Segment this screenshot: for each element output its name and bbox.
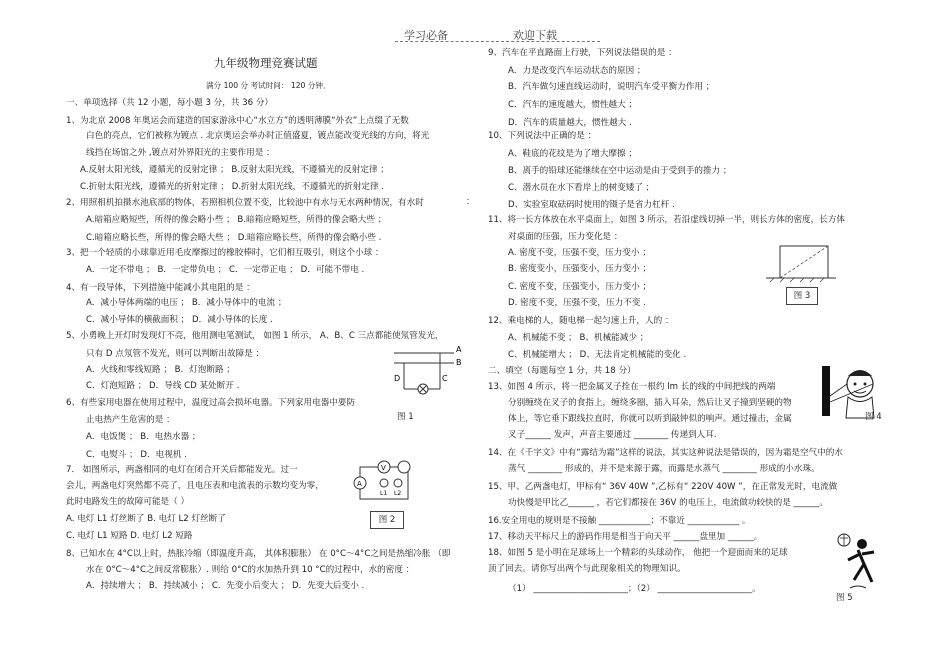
right-column-line: D. 密度不变，压强不变，压力不变 . [508,298,646,308]
left-column-line: 线挡在场馆之外 ,镀点对外界阳光的主要作用是 ： [86,148,275,158]
right-column-line: 体上，等它垂下跟线拉直时，你就可以听到敲钟似的响声。通过撞击，金属 [508,414,792,424]
left-column-line: C．灯泡短路 ； D．导线 CD 某处断开 . [86,381,240,391]
left-column-line: 水在 0°C～4°C之间反常膨胀）. 则给 0°C的水加热升到 10 °C的过程中，水的密度 ： [86,565,415,575]
right-column-line: C、机械能增大 ； D、无法肯定机械能的变化 . [508,350,687,360]
figure-2-circuit [352,455,418,505]
figure-5-header-illustration [834,530,882,592]
fig2-label-l2: L2 [394,490,402,497]
figure-2-caption-box [370,511,404,529]
right-column-line: A、鞋底的花纹是为了增大摩擦 ； [508,149,637,159]
right-column-line: 16.安全用电的规则是不接触 ____________；不靠近 ____________ 。 [488,516,751,526]
left-column-line: A．减小导体两端的电压 ； B．减小导体中的电流 ； [86,298,287,308]
left-column-line: 8、已知水在 4°C以上时，热胀冷缩（即温度升高， 其体积膨胀） 在 0°C～4°C之间是热缩冷胀 （即 [66,549,451,559]
left-column-line: 白色的亮点，它们被称为镀点 . 北京奥运会举办时正值盛夏，镀点能改变光线的方向，将光 [86,131,430,141]
right-column-line: 15、甲、乙两盏电灯，甲标有“ 36V 40W ”,乙标有“ 220V 40W ”，在正常发光时，电流做 [488,482,838,492]
right-column-line: A. 密度不变，压强不变，压力变小 ； [508,248,651,258]
left-column-line: A．一定不带电 ； B．一定带负电 ； C．一定带正电 ； D．可能不带电 . [86,265,365,275]
left-column-line: A．电饭煲 ； B．电热水器 ； [86,432,201,442]
right-column-line: 18、如图 5 是小明在足球场上一个精彩的头球动作， 他把一个迎面而来的足球 [488,548,788,558]
header-divider [395,41,600,42]
exam-title: 九年级物理竞赛试题 [214,56,318,70]
right-column-line: 叉子______ 发声，声音主要通过 ________ 传递到人耳. [508,430,717,440]
exam-subtitle: 满分 100 分 考试时间： 120 分钟． [206,81,331,90]
left-column-line: C.折射太阳光线，遵循光的折射定律 ； D.折射太阳光线，不遵循光的折射定律 . [80,182,385,192]
right-column-line: B. 密度变小，压强变小，压力变小 ； [508,264,651,274]
left-column-line: 1、为北京 2008 年奥运会而建造的国家游泳中心“水立方”的透明薄膜“外衣”上点缀了无数 [66,116,409,126]
right-column-line: B、离手的铅球还能继续在空中运动是由于受到手的推力 ； [508,166,732,176]
figure-2-caption: 图 2 [378,515,396,525]
left-column-line: 此时电路发生的故障可能是（ ） [66,497,190,507]
left-column-line: 7． 如图所示，两盏相同的电灯在闭合开关后都能发光。过一 [66,465,298,475]
left-column-line: 5、小勇晚上开灯时发现灯不亮，他用测电笔测试， 如图 1 所示， A、B、C 三点都能使氖管发光， [66,331,444,341]
figure-1-caption: 图 1 [397,412,414,422]
left-column-line: 只有 D 点氖管不发光，则可以判断出故障是 ： [86,349,265,359]
figure-1-circuit [390,341,470,409]
fig1-label-a: A [456,345,462,354]
right-column-line: 顶了回去。请你写出两个与此现象相关的物理知识。 [488,564,686,574]
right-column-line: 17、移动天平标尺上的游码作用是相当于向天平 ______盘里加 ______。 [488,532,763,542]
figure-3-caption-box [786,287,818,305]
right-column-line: B．汽车做匀速直线运动时，说明汽车受平衡力作用 ； [508,82,715,92]
right-column-line: 功快慢是甲比乙______ ，若它们都接在 36V 的电压上，电流做功较快的是 ______。 [508,498,828,508]
fig2-label-ammeter: A [357,480,362,488]
right-column-line: 13、如图 4 所示，将一把金属叉子拴在一根约 lm 长的线的中间把线的两端 [488,382,776,392]
left-column-line: C．减小导体的横截面积 ； D．减小导体的长度 . [86,315,273,325]
q1-options-ab: A.反射太阳光线，遵循光的反射定律 ； B.反射太阳光线，不遵循光的反射定律 ； [80,165,389,175]
right-column-line: 对桌面的压强，压力变化是 ： [508,232,623,242]
left-column-line: C. 电灯 L1 短路 D. 电灯 L2 短路 [66,531,193,541]
fig2-label-l1: L1 [380,490,388,497]
right-column-line: 12、乘电梯的人，随电梯一起匀速上升，人的 ： [488,316,674,326]
left-column-line: 3、把一个轻质的小球靠近用毛皮摩擦过的橡胶棒时，它们相互吸引，则这个小球 ： [66,248,384,258]
q2-tail: ： [466,197,475,207]
right-column-line: 11、将一长方体放在水平桌面上，如图 3 所示，若沿虚线切掉一半，则长方体的密度，长方体 [488,215,846,225]
figure-3-caption: 图 3 [793,291,811,301]
left-column-line: C．电熨斗 ； D．电视机 . [86,450,187,460]
right-column-line: C. 密度不变，压强变小，压力变小 ； [508,282,652,292]
right-column-line: 14、在《千字文》中有“露结为霜”这样的说法，其实这种说法是错误的，因为霜是空气中的水 [488,448,843,458]
header-right: 欢迎下载 [513,29,557,42]
left-column-line: A. 电灯 L1 灯丝断了 B. 电灯 L2 灯丝断了 [66,514,226,524]
right-column-line: A、机械能不变 ； B、机械能减少 ； [508,333,649,343]
left-column-line: A．持续增大 ； B．持续减小 ； C．先变小后变大 ； D．先变大后变小 . [86,581,365,591]
right-column-line: D．汽车的质量越大，惯性越大 . [508,118,632,128]
left-column-line: A．火线和零线短路 ； B．灯泡断路 ； [86,365,235,375]
fig1-label-d: D [394,374,401,383]
left-column-line: 止电热产生危害的是 ： [86,415,175,425]
right-column-line: （1） ______________________；（2） ______________________。 [508,584,761,594]
left-column-line: 会儿，两盏电灯突然都不亮了，且电压表和电流表的示数均变为零， [66,481,324,491]
figure-5-caption: 图 5 [836,593,853,603]
right-column-line: 蒸气 ________ 形成的，并不是来源于露，而露是水蒸气 ________ 形成的小水珠。 [508,464,820,474]
left-column-line: C.暗箱应略长些，所得的像会略大些 ； D.暗箱应略长些，所得的像会略小些 . [86,233,382,243]
right-column-line: 二、填空（每题每空 1 分，共 18 分） [488,366,636,376]
right-column-line: A．力是改变汽车运动状态的原因 ； [508,66,646,76]
left-column-line: 2、用照相机拍摄水池底部的物体，若照相机位置不变，比较池中有水与无水两种情况，有水时 [66,198,424,208]
right-column-line: C、潜水员在水下看岸上的树变矮了 ； [508,183,655,193]
fig2-label-voltmeter: V [381,464,386,472]
header-left: 学习必备 [404,29,448,42]
right-column-line: 9、汽车在平直路面上行驶，下列说法错误的是 ： [488,48,677,58]
left-column-line: 6、有些家用电器在使用过程中，温度过高会损坏电器。下列家用电器中要防 [66,398,356,408]
fig1-label-c: C [442,374,448,383]
left-column-line: 4、有一段导体，下列措施中能减小其电阻的是 ： [66,283,255,293]
right-column-line: 10、下列说法中正确的是 ： [488,131,597,141]
fig1-label-b: B [456,358,462,367]
right-column-line: C．汽车的速度越大，惯性越大 ； [508,100,638,110]
figure-4-caption: 图 4 [865,412,882,422]
right-column-line: D、实验室取砝码时使用的镊子是省力杠杆 . [508,200,675,210]
left-column-line: A.暗箱应略短些，所得的像会略小些 ； B.暗箱应略短些，所得的像会略大些 ； [86,215,387,225]
right-column-line: 分别缠绕在叉子的食指上，缠绕多圈，插入耳朵，然后让叉子撞到坚硬的物 [508,398,792,408]
left-column-line: 一、单项选择（共 12 小题，每小题 3 分，共 36 分） [66,98,274,108]
figure-3-block [766,238,836,290]
